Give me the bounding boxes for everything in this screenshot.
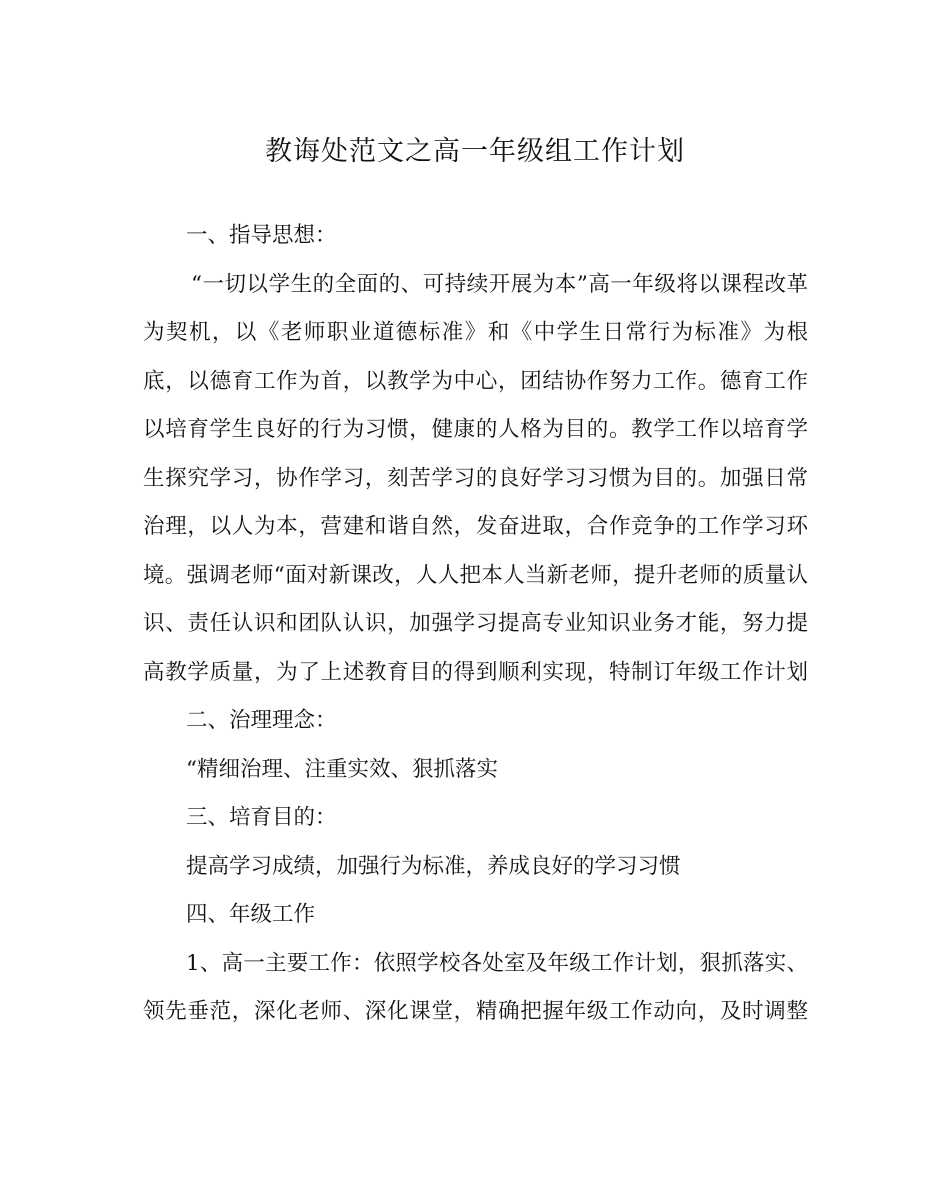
- document-title: 教诲处范文之高一年级组工作计划: [265, 136, 685, 167]
- section-heading-4: 四、年级工作: [186, 902, 316, 927]
- paragraph-line: 高教学质量，为了上述教育目的得到顺利实现，特制订年级工作计划: [143, 659, 808, 685]
- paragraph-line: 治理，以人为本，营建和谐自然，发奋进取，合作竞争的工作学习环: [143, 514, 808, 539]
- paragraph-line: 以培育学生良好的行为习惯，健康的人格为目的。教学工作以培育学: [143, 417, 808, 442]
- paragraph-line: 识、责任认识和团队认识，加强学习提高专业知识业务才能，努力提: [143, 611, 808, 636]
- paragraph-line: “一切以学生的全面的、可持续开展为本”高一年级将以课程改革: [191, 271, 808, 297]
- paragraph-line: 生探究学习，协作学习，刻苦学习的良好学习习惯为目的。加强日常: [143, 465, 808, 491]
- paragraph-line: 为契机，以《老师职业道德标准》和《中学生日常行为标准》为根: [143, 320, 808, 345]
- paragraph-line: 1、高一主要工作：依照学校各处室及年级工作计划，狠抓落实、: [186, 950, 808, 976]
- section-heading-3: 三、培育目的：: [186, 805, 337, 830]
- section-heading-2: 二、治理理念：: [186, 708, 337, 733]
- document-body: [143, 212, 808, 1037]
- paragraph-line: 境。强调老师“面对新课改，人人把本人当新老师，提升老师的质量认: [143, 562, 808, 588]
- paragraph-line: “精细治理、注重实效、狠抓落实: [186, 756, 498, 782]
- section-heading-1: 一、指导思想：: [186, 223, 337, 248]
- paragraph-line: 提高学习成绩，加强行为标准，养成良好的学习习惯: [186, 853, 681, 879]
- paragraph-line: 领先垂范，深化老师、深化课堂，精确把握年级工作动向，及时调整: [143, 999, 808, 1024]
- paragraph-line: 底，以德育工作为首，以教学为中心，团结协作努力工作。德育工作: [143, 368, 808, 394]
